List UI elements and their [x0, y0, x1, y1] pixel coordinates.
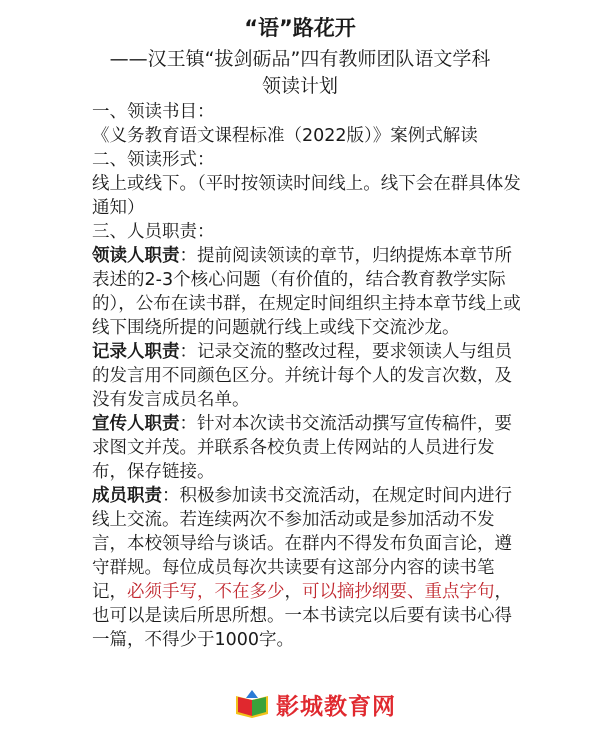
duty-promoter	[92, 412, 522, 484]
section-heading-duties: 三、人员职责：	[92, 222, 215, 242]
duty-member-text-3: ，也可以是读后所思所想。一本书读完以后要有读书心得一篇，不得少于1000字。	[92, 582, 512, 650]
document-body	[92, 100, 522, 652]
section-heading-books: 一、领读书目：	[92, 102, 215, 122]
duty-promoter-label: 宣传人职责	[92, 414, 180, 434]
section-text-books: 《义务教育语文课程标准（2022版）》案例式解读	[92, 126, 478, 146]
duty-leader	[92, 244, 522, 340]
duty-leader-text: ：提前阅读领读的章节，归纳提炼本章节所表述的2-3个核心问题（有价值的，结合教育教学实际的），公布在读书群，在规定时间组织主持本章节线上或线下围绕所提的问题就行线上或线下交流沙龙。	[92, 246, 521, 338]
book-logo-icon	[232, 688, 272, 722]
duty-member-label: 成员职责	[92, 486, 162, 506]
duty-recorder-label: 记录人职责	[92, 342, 180, 362]
section-heading-form: 二、领读形式：	[92, 150, 215, 170]
duty-recorder	[92, 340, 522, 412]
duty-member	[92, 484, 522, 652]
duty-member-text-2: ，	[284, 582, 302, 602]
duty-member-text-1: ：积极参加读书交流活动，在规定时间内进行线上交流。若连续两次不参加活动或是参加活动不发言，本校领导给与谈话。在群内不得发布负面言论，遵守群规。每位成员每次共读要有这部分内容的读书笔记，	[92, 486, 512, 602]
watermark-text: 影城教育网	[276, 694, 396, 720]
duty-recorder-text: ：记录交流的整改过程，要求领读人与组员的发言用不同颜色区分。并统计每个人的发言次数，及没有发言成员名单。	[92, 342, 512, 410]
section-text-form: 线上或线下。（平时按领读时间线上。线下会在群具体发通知）	[92, 174, 521, 218]
duty-leader-label: 领读人职责	[92, 246, 180, 266]
subtitle-line-1: ——汉王镇“拔剑砺品”四有教师团队语文学科	[109, 48, 491, 70]
duty-member-highlight-2: 可以摘抄纲要、重点字句	[302, 582, 495, 602]
document-subtitle	[0, 46, 600, 100]
subtitle-line-2: 领读计划	[261, 75, 338, 97]
document-title: “语”路花开	[244, 16, 356, 40]
site-watermark	[232, 686, 432, 726]
duty-promoter-text: ：针对本次读书交流活动撰写宣传稿件，要求图文并茂。并联系各校负责上传网站的人员进行发布，保存链接。	[92, 414, 512, 482]
duty-member-highlight-1: 必须手写，不在多少	[127, 582, 285, 602]
